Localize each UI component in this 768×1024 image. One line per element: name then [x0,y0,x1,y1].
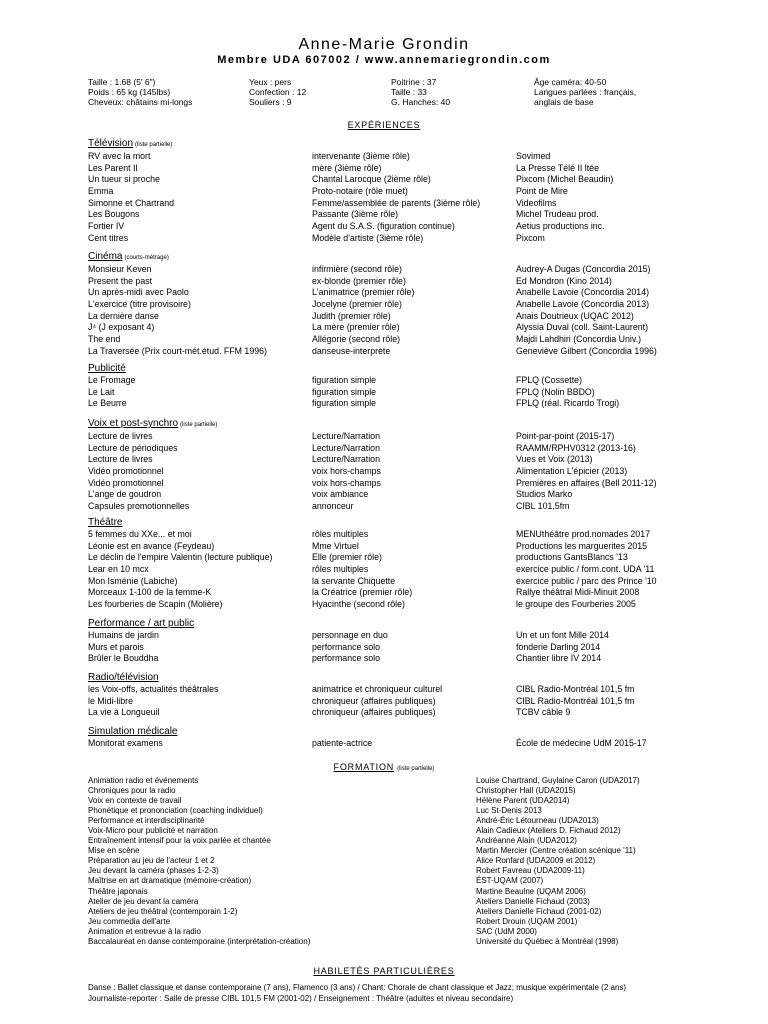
experience-section [88,363,620,410]
experience-row [88,310,634,323]
experience-row [88,653,602,665]
production-title: La Traversée (Prix court-mét.étud. FFM 1996) [88,345,267,356]
experience-section [88,618,609,665]
experience-row [88,334,641,346]
course-name: Théâtre japonais [88,886,148,896]
role: La mère (premier rôle) [312,322,400,333]
experience-row [88,738,647,750]
course-name: Jeu commedia dell'arte [88,916,171,926]
producer: Alyssia Duval (coll. Saint-Laurent) [516,322,649,333]
role: Judith (premier rôle) [312,310,391,321]
role: infirmière (second rôle) [312,264,402,274]
role: Passante (3ième rôle) [312,209,399,220]
experience-section [88,672,635,719]
habiletes-title: HABILETÉS PARTICULIÈRES [313,966,455,976]
production-title: Les fourberies de Scapin (Molière) [88,599,223,610]
experience-row [88,275,612,288]
role: mère (3ième rôle) [312,162,382,173]
section-heading [88,517,122,529]
experience-row [88,174,614,186]
instructor-school: Luc St-Denis 2013 [476,806,542,816]
instructor-school: SAC (UdM 2000) [476,926,537,936]
role: ex-blonde (premier rôle) [312,275,406,286]
stat-line: anglais de base [534,97,594,107]
role: Modèle d'artiste (3ième rôle) [312,232,424,243]
course-name: Jeu devant la caméra (phases 1-2-3) [88,866,219,876]
instructor-school: Louise Chartrand, Guylaine Caron (UDA2017) [476,776,640,785]
experience-row [88,431,615,443]
production-title: Le déclin de l'empire Valentin (lecture publique) [88,552,273,563]
producer: FPLQ (Cossette) [516,375,582,385]
producer: FPLQ (Nolin BBDO) [516,386,595,397]
section-heading [88,618,194,630]
section-title: Publicité [88,363,126,374]
production-title: Lear en 10 mcx [88,564,149,575]
experience-row [88,151,551,163]
production-title: Brûler le Bouddha [88,653,159,664]
stat-line: G. Hanches: 40 [391,97,451,107]
role: intervenante (3ième rôle) [312,151,410,161]
instructor-school: Robert Favreau (UDA2009-11) [476,866,585,876]
section-heading [88,251,169,264]
role: Lecture/Narration [312,454,380,465]
producer: exercice public / form.cont. UDA '11 [516,564,655,575]
producer: Anabelle Lavoie (Concordia 2014) [516,287,650,298]
producer: Productions les marguerites 2015 [516,540,648,551]
role: performance solo [312,653,380,664]
section-title: Simulation médicale [88,726,178,737]
course-name: Atelier de jeu devant la caméra [88,896,199,906]
experience-row [88,707,571,719]
instructor-school: ÉST-UQAM (2007) [476,876,544,886]
production-title: Humains de jardin [88,630,159,640]
producer: Pixcom [516,232,545,243]
production-title: The end [88,334,121,345]
producer: Un et un font Mille 2014 [516,630,609,640]
course-name: Maîtrise en art dramatique (mémoire-création) [88,876,252,886]
instructor-school: Alice Ronfard (UDA2009 et 2012) [476,856,596,866]
producer: Videofilms [516,197,557,208]
producer: Audrey-A Dugas (Concordia 2015) [516,264,651,274]
experience-row [88,564,655,576]
experience-row [88,232,545,245]
production-title: Monsieur Keven [88,264,152,274]
section-heading [88,726,178,738]
producer: Point de Mire [516,186,568,197]
course-name: Voix-Micro pour publicité et narration [88,826,218,836]
experience-section [88,418,657,513]
stat-line: Langues parlées : français, [534,87,637,97]
production-title: 5 femmes du XXe... et moi [88,529,192,539]
role: Jocelyne (premier rôle) [312,299,402,310]
role: annonceur [312,501,354,512]
experience-section [88,726,647,750]
role: voix hors-champs [312,477,381,488]
role: figuration simple [312,398,377,409]
course-name: Animation radio et événements [88,776,199,785]
producer: Ed Mondron (Kino 2014) [516,275,612,286]
production-title: L'exercice (titre provisoire) [88,299,191,310]
person-name: Anne-Marie Grondin [298,36,470,53]
instructor-school: Alain Cadieux (Ateliers D. Fichaud 2012) [476,826,621,836]
role: chroniqueur (affaires publiques) [312,707,436,718]
course-name: Entraînement intensif pour la voix parlée et chantée [88,836,271,846]
experience-row [88,209,599,221]
production-title: Vidéo promotionnel [88,477,164,488]
experience-row [88,221,605,233]
producer: Alimentation L'épicier (2013) [516,466,628,477]
role: la Créatrice (premier rôle) [312,587,413,598]
producer: CIBL Radio-Montréal 101,5 fm [516,684,635,694]
producer: le groupe des Fourberies 2005 [516,599,636,610]
production-title: J⁴ (J exposant 4) [88,322,155,333]
role: la servante Chiquette [312,575,396,586]
stat-line: Poitrine : 37 [391,77,437,87]
production-title: Un tueur si proche [88,174,160,185]
section-title: Théâtre [88,517,123,528]
experience-row [88,552,628,564]
producer: La Presse Télé II ltée [516,162,599,173]
producer: Rallye théâtral Midi-Minuit 2008 [516,587,640,598]
section-note: (courts-métrage) [124,255,169,261]
section-note: (liste partielle) [180,422,218,428]
section-heading [88,672,159,684]
stat-line: Poids : 65 kg (145lbs) [88,87,171,97]
production-title: RV avec la mort [88,151,151,161]
production-title: Les Bougons [88,209,140,220]
experience-row [88,442,636,455]
producer: Premières en affaires (Bell 2011-12) [516,477,657,488]
experience-row [88,641,601,654]
experience-row [88,529,650,541]
producer: Sovimed [516,151,551,161]
producer: MENUthéâtre prod.nomades 2017 [516,529,650,539]
section-heading [88,138,172,151]
instructor-school: Martine Beaulne (UQAM 2006) [476,886,586,896]
production-title: L'ange de goudron [88,489,162,500]
section-heading [88,418,217,431]
producer: Anabelle Lavoie (Concordia 2013) [516,299,650,310]
production-title: Capsules promotionnelles [88,501,190,512]
section-note: (liste partielle) [135,142,173,148]
role: rôles multiples [312,529,369,539]
stat-line: Cheveux: châtains mi-longs [88,97,193,107]
role: L'animatrice (premier rôle) [312,287,415,298]
role: patiente-actrice [312,738,373,748]
stat-line: Âge caméra: 40-50 [534,77,607,87]
instructor-school: Ateliers Danielle Fichaud (2003) [476,896,590,906]
experiences-heading [0,120,768,130]
course-name: Ateliers de jeu théâtral (contemporain 1-2) [88,906,238,916]
section-title: Voix et post-synchro [88,418,179,429]
production-title: Le Fromage [88,375,136,385]
experience-section [88,517,657,611]
producer: Anais Doutrieux (UQAC 2012) [516,310,634,321]
section-title: Radio/télévision [88,672,159,683]
stats-col-2 [249,77,306,107]
experience-row [88,695,635,708]
production-title: Morceaux 1-100 de la femme-K [88,587,212,598]
experience-row [88,489,573,501]
production-title: Cent titres [88,232,129,243]
experience-row [88,375,582,387]
production-title: Le Beurre [88,398,127,409]
experience-row [88,575,657,588]
instructor-school: Ateliers Danielle Fichaud (2001-02) [476,906,602,916]
production-title: Les Parent II [88,162,138,173]
habiletes-line: Danse : Ballet classique et danse contemporaine (7 ans), Flamenco (3 ans) / Chant: Chorale de chant classique et Jazz; musique expérimentale (2 ans) [88,983,627,992]
experience-row [88,454,593,466]
role: Agent du S.A.S. (figuration continue) [312,221,455,232]
course-name: Animation et entrevue à la radio [88,926,201,936]
role: Hyacinthe (second rôle) [312,599,405,610]
section-heading [88,363,126,375]
formation-title: FORMATION [333,762,395,772]
experience-row [88,477,657,490]
section-title: Performance / art public [88,618,195,629]
role: Chantal Larocque (2ième rôle) [312,174,431,185]
membership-website: Membre UDA 607002 / www.annemariegrondin.com [217,54,551,66]
experience-section [88,138,614,245]
course-name: Performance et interdisciplinarité [88,816,205,826]
experience-row [88,684,635,696]
production-title: Vidéo promotionnel [88,466,164,477]
experience-row [88,197,557,210]
stats-col-4 [534,77,636,107]
production-title: Lecture de périodiques [88,442,178,453]
production-title: Léonie est en avance (Feydeau) [88,540,215,551]
course-name: Phonétique et prononciation (coaching individuel) [88,806,263,816]
experience-row [88,540,648,553]
experience-row [88,287,650,299]
experience-row [88,264,651,276]
instructor-school: Andréanne Alain (UDA2012) [476,836,577,846]
role: Allégorie (second rôle) [312,334,401,345]
producer: fonderie Darling 2014 [516,641,601,652]
course-name: Voix en contexte de travail [88,796,182,806]
production-title: les Voix-offs, actualités théâtrales [88,684,219,694]
producer: CIBL Radio-Montréal 101,5 fm [516,695,635,706]
experience-row [88,162,599,175]
experience-row [88,186,568,198]
stats-col-3 [391,77,450,107]
producer: FPLQ (réal. Ricardo Trogi) [516,398,620,409]
producer: exercice public / parc des Prince '10 [516,575,657,586]
course-name: Baccalauréat en danse contemporaine (interprétation-création) [88,936,311,946]
production-title: Le Lait [88,386,115,397]
role: voix ambiance [312,489,369,500]
producer: Point-par-point (2015-17) [516,431,615,441]
role: personnage en duo [312,630,388,640]
production-title: Monitorat examens [88,738,163,748]
habiletes-heading [0,966,768,976]
section-title: Télévision [88,138,134,149]
stats-col-1 [88,77,192,107]
experience-row [88,322,649,334]
production-title: Lecture de livres [88,454,153,465]
stat-line: Taille : 33 [391,87,427,97]
instructor-school: Martin Mercier (Centre création scénique '11) [476,846,636,856]
role: Lecture/Narration [312,431,380,441]
instructor-school: Université du Québec à Montréal (1998) [476,936,619,946]
producer: Chantier libre IV 2014 [516,653,602,664]
experience-row [88,345,657,358]
role: voix hors-champs [312,466,381,477]
production-title: Murs et parois [88,641,144,652]
experience-row [88,630,609,642]
course-name: Chroniques pour la radio [88,786,176,796]
producer: CIBL 101,5fm [516,501,570,512]
experience-row [88,386,595,399]
stat-line: Confection : 12 [249,87,307,97]
role: figuration simple [312,386,377,397]
habiletes-text [88,982,626,1004]
production-title: Mon Isménie (Labiche) [88,575,178,586]
section-title: Cinéma [88,251,123,262]
stat-line: Taille : 1.68 (5' 6") [88,77,156,87]
producer: Majdi Lahdhiri (Concordia Univ.) [516,334,641,345]
producer: Vues et Voix (2013) [516,454,593,465]
role: Proto-notaire (rôle muet) [312,186,408,197]
instructor-school: Christopher Hall (UDA2015) [476,786,576,796]
experience-row [88,599,636,611]
experience-row [88,466,628,478]
role: Femme/assemblée de parents (3ième rôle) [312,197,481,208]
role: Mme Virtuel [312,540,359,551]
experience-row [88,501,570,513]
course-name: Préparation au jeu de l'acteur 1 et 2 [88,856,215,866]
producer: Pixcom (Michel Beaudin) [516,174,614,185]
role: chroniqueur (affaires publiques) [312,695,436,706]
instructor-school: André-Éric Létourneau (UDA2013) [476,816,599,826]
production-title: Fortier IV [88,221,125,232]
role: Lecture/Narration [312,442,380,453]
instructor-school: Hélène Parent (UDA2014) [476,796,570,806]
experience-row [88,299,650,311]
production-title: le Midi-libre [88,695,133,706]
stat-line: Yeux : pers [249,77,292,87]
producer: Michel Trudeau prod. [516,209,599,220]
formation-note: (liste partielle) [397,766,435,772]
experiences-title: EXPÉRIENCES [347,120,421,130]
production-title: Un après-midi avec Paolo [88,287,189,298]
producer: Aetius productions inc. [516,221,605,232]
production-title: La dernière danse [88,310,159,321]
production-title: Lecture de livres [88,431,153,441]
production-title: Emma [88,186,114,197]
experience-row [88,398,620,410]
formation-heading [0,762,768,772]
producer: productions GantsBlancs '13 [516,552,628,563]
instructor-school: Robert Drouin (UQAM 2001) [476,916,578,926]
course-name: Mise en scène [88,846,140,856]
role: performance solo [312,641,380,652]
producer: Studios Marko [516,489,573,500]
role: Elle (premier rôle) [312,552,382,563]
production-title: Simonne et Chartrand [88,197,175,208]
stat-line: Souliers : 9 [249,97,292,107]
role: danseuse-interprète [312,345,391,356]
producer: TCBV câble 9 [516,707,571,718]
production-title: Present the past [88,275,153,286]
production-title: La vie à Longueuil [88,707,160,718]
producer: École de médecine UdM 2015-17 [516,738,647,748]
role: animatrice et chroniqueur culturel [312,684,443,694]
habiletes-line: Journaliste-reporter : Salle de presse CIBL 101,5 FM (2001-02) / Enseignement : Théâtre (adultes et niveau secondaire) [88,994,514,1003]
experience-section [88,251,657,358]
role: rôles multiples [312,564,369,575]
producer: Geneviève Gilbert (Concordia 1996) [516,345,657,356]
role: figuration simple [312,375,377,385]
producer: RAAMM/RPHV0312 (2013-16) [516,442,636,453]
experience-row [88,587,640,599]
